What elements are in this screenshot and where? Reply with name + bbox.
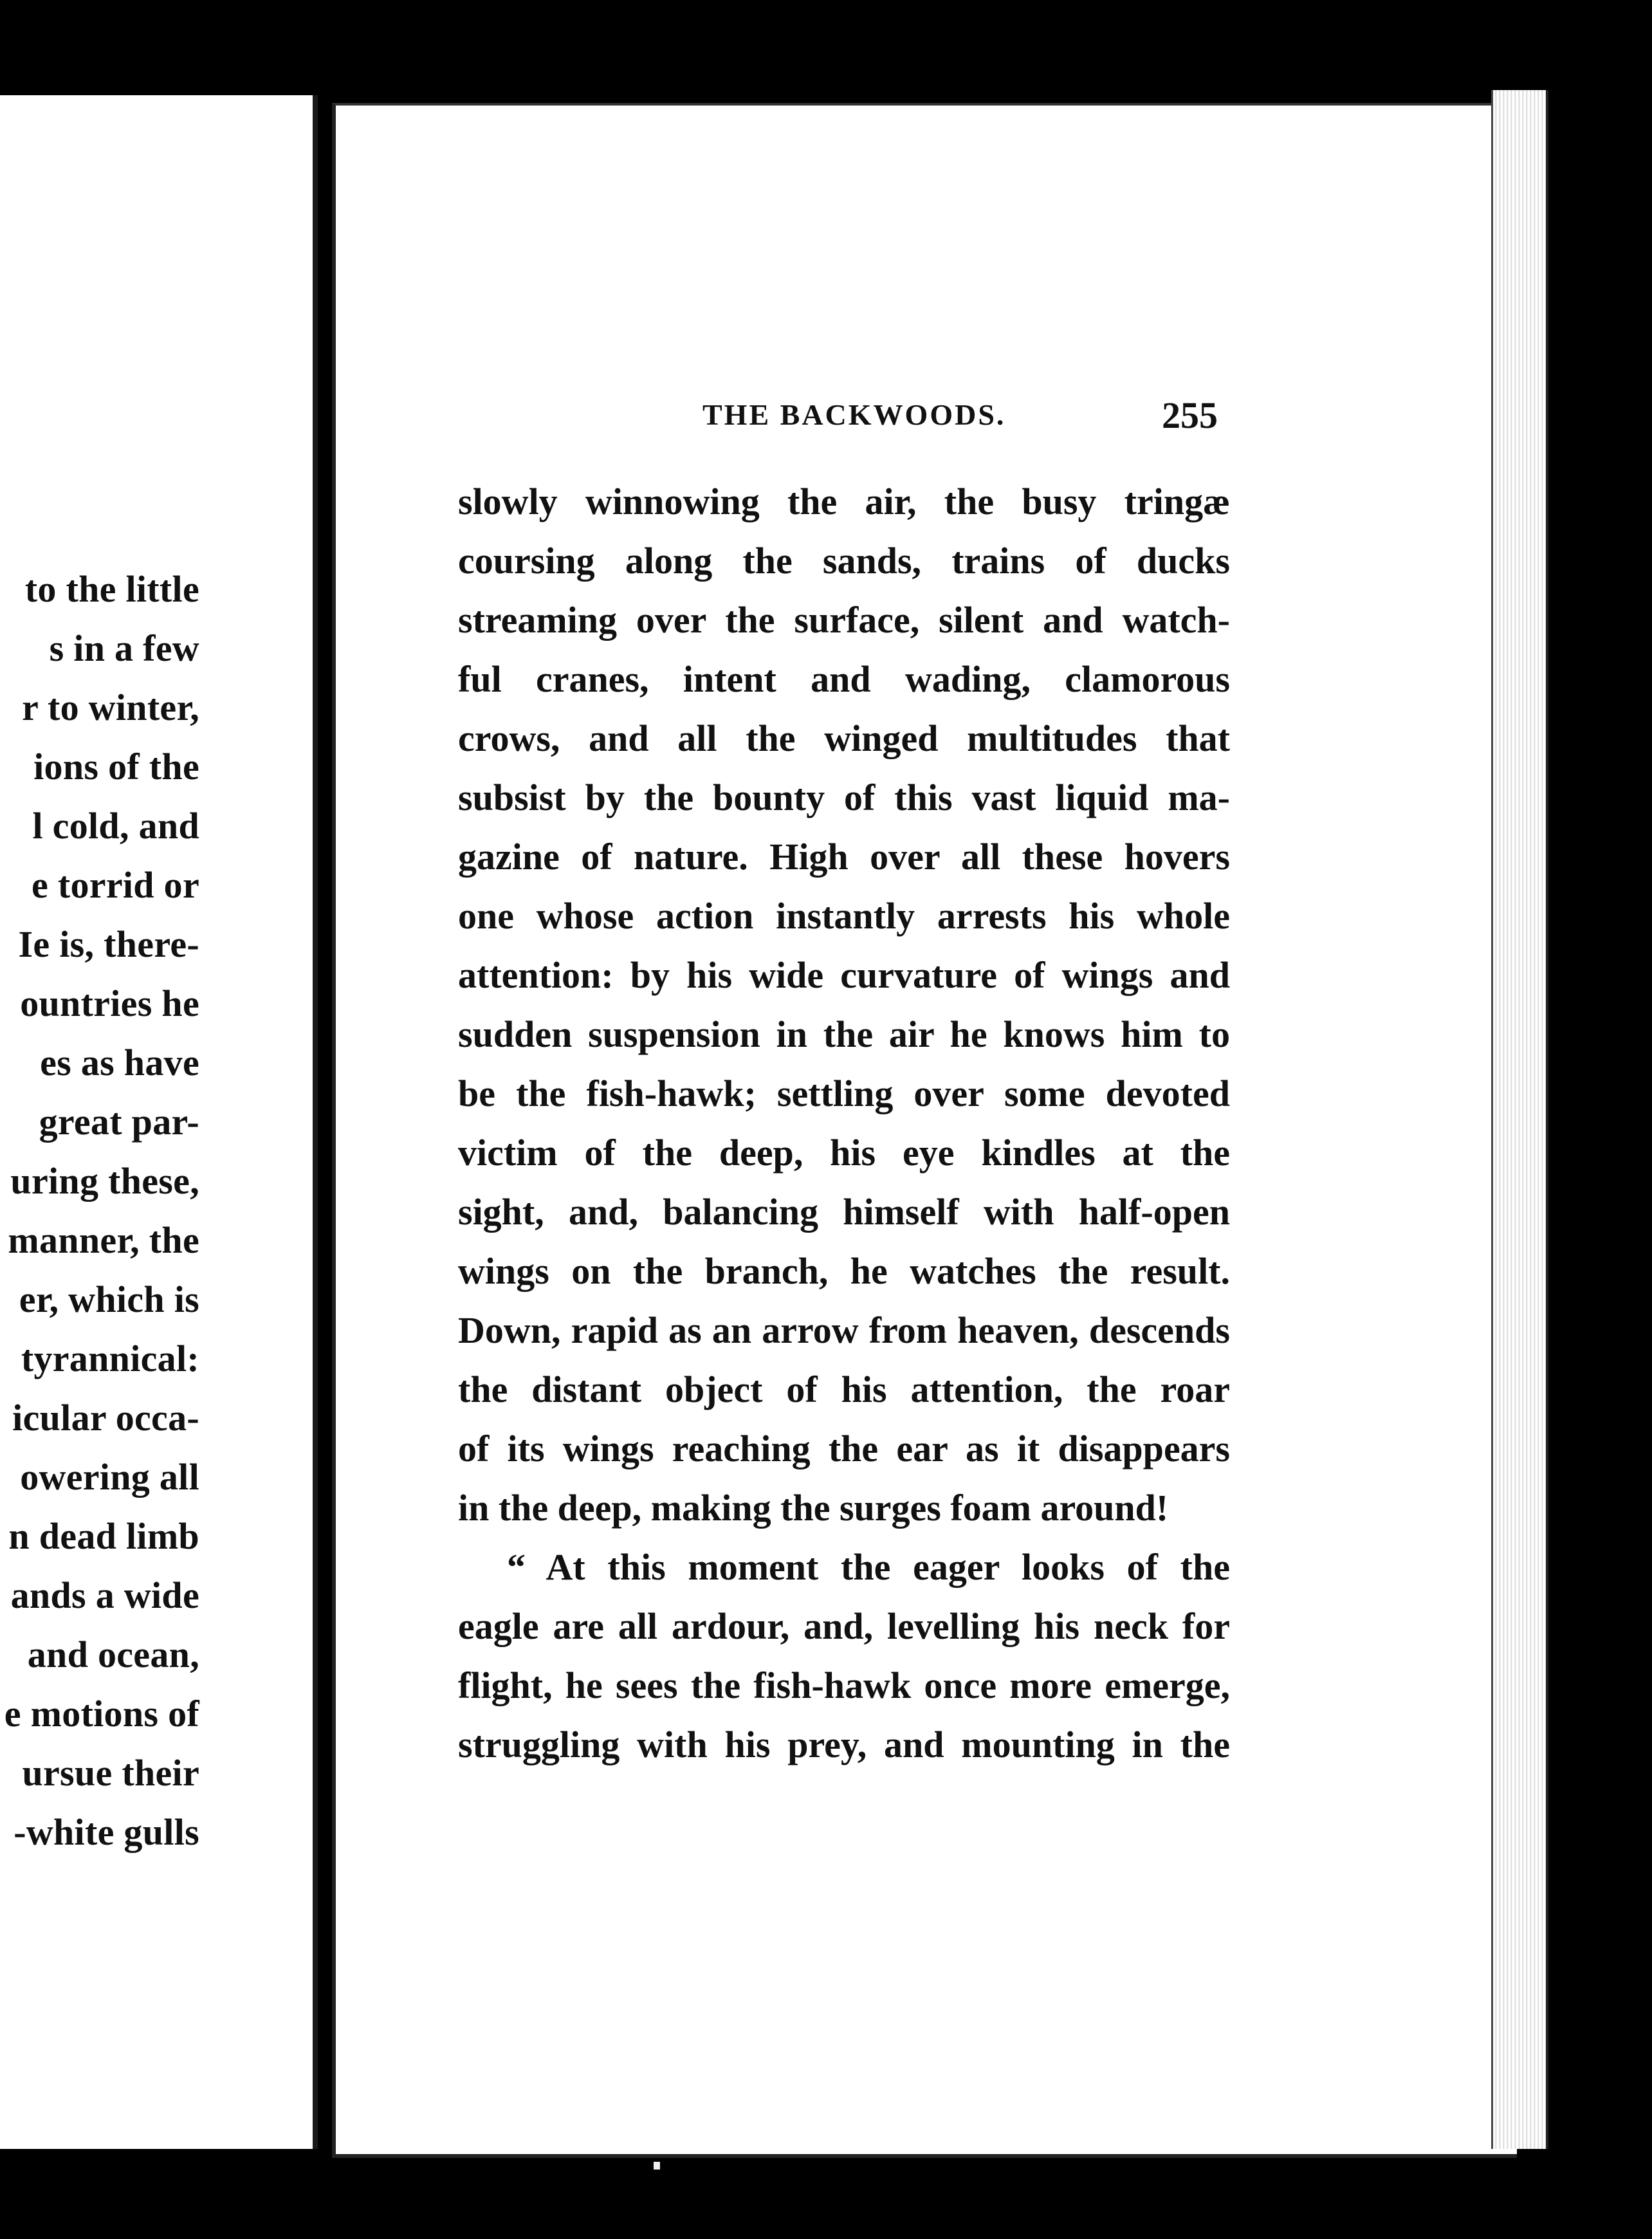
facing-page-line: ursue their (22, 1752, 199, 1794)
body-line: struggling with his prey, and mounting in the (458, 1724, 1230, 1765)
body-line: of its wings reaching the ear as it disappears (458, 1428, 1230, 1470)
body-line: Down, rapid as an arrow from heaven, descends (458, 1309, 1230, 1351)
body-line: eagle are all ardour, and, levelling his neck for (458, 1605, 1230, 1647)
facing-page-line: er, which is (19, 1278, 199, 1320)
body-text (458, 472, 1230, 1774)
facing-page-line: r to winter, (22, 686, 199, 728)
facing-page-line: tyrannical: (21, 1338, 199, 1379)
body-line: victim of the deep, his eye kindles at the (458, 1132, 1230, 1174)
book-gutter (318, 95, 332, 2154)
body-line: streaming over the surface, silent and watch- (458, 599, 1230, 641)
body-line: gazine of nature. High over all these hovers (458, 836, 1230, 878)
facing-page-line: Ie is, there- (18, 923, 199, 965)
body-line: crows, and all the winged multitudes that (458, 717, 1230, 759)
body-line: wings on the branch, he watches the result. (458, 1250, 1230, 1292)
facing-page-line: icular occa- (12, 1397, 199, 1439)
facing-page-line: ands a wide (10, 1574, 199, 1616)
facing-page-line: -white gulls (14, 1811, 199, 1853)
body-line: ful cranes, intent and wading, clamorous (458, 658, 1230, 700)
body-line: in the deep, making the surges foam around! (458, 1487, 1169, 1529)
body-line: the distant object of his attention, the roar (458, 1368, 1230, 1410)
facing-page-line: ountries he (20, 982, 199, 1024)
body-line: sight, and, balancing himself with half-open (458, 1191, 1230, 1233)
facing-page-line: owering all (20, 1456, 199, 1498)
facing-page-line: s in a few (49, 627, 199, 669)
facing-page-line: ions of the (33, 746, 199, 788)
facing-page-line: es as have (40, 1042, 199, 1083)
facing-page-line: l cold, and (32, 805, 199, 847)
body-line: be the fish-hawk; settling over some devoted (458, 1073, 1230, 1114)
facing-page-line: e motions of (4, 1693, 199, 1735)
facing-page-line: to the little (24, 568, 199, 610)
body-line: sudden suspension in the air he knows him to (458, 1013, 1230, 1055)
body-line: slowly winnowing the air, the busy tringæ (458, 481, 1230, 522)
facing-page-line: uring these, (10, 1160, 199, 1202)
page-number: 255 (1162, 394, 1218, 436)
running-head: THE BACKWOODS. (702, 398, 1006, 431)
facing-page-text (0, 560, 199, 1862)
body-line: “ At this moment the eager looks of the (507, 1546, 1230, 1588)
scan-speck (654, 2162, 660, 2170)
body-line: one whose action instantly arrests his whole (458, 895, 1230, 937)
body-line: coursing along the sands, trains of ducks (458, 540, 1230, 582)
facing-page-line: e torrid or (32, 864, 199, 906)
body-line: attention: by his wide curvature of wings and (458, 954, 1230, 996)
facing-page-left (0, 95, 318, 2149)
body-line: flight, he sees the fish-hawk once more emerge, (458, 1664, 1230, 1706)
facing-page-line: manner, the (8, 1219, 199, 1261)
facing-page-line: n dead limb (8, 1515, 199, 1557)
body-line: subsist by the bounty of this vast liquid ma- (458, 777, 1230, 818)
facing-page-line: and ocean, (27, 1634, 199, 1675)
facing-page-line: great par- (39, 1101, 199, 1143)
page-edges (1491, 90, 1548, 2149)
